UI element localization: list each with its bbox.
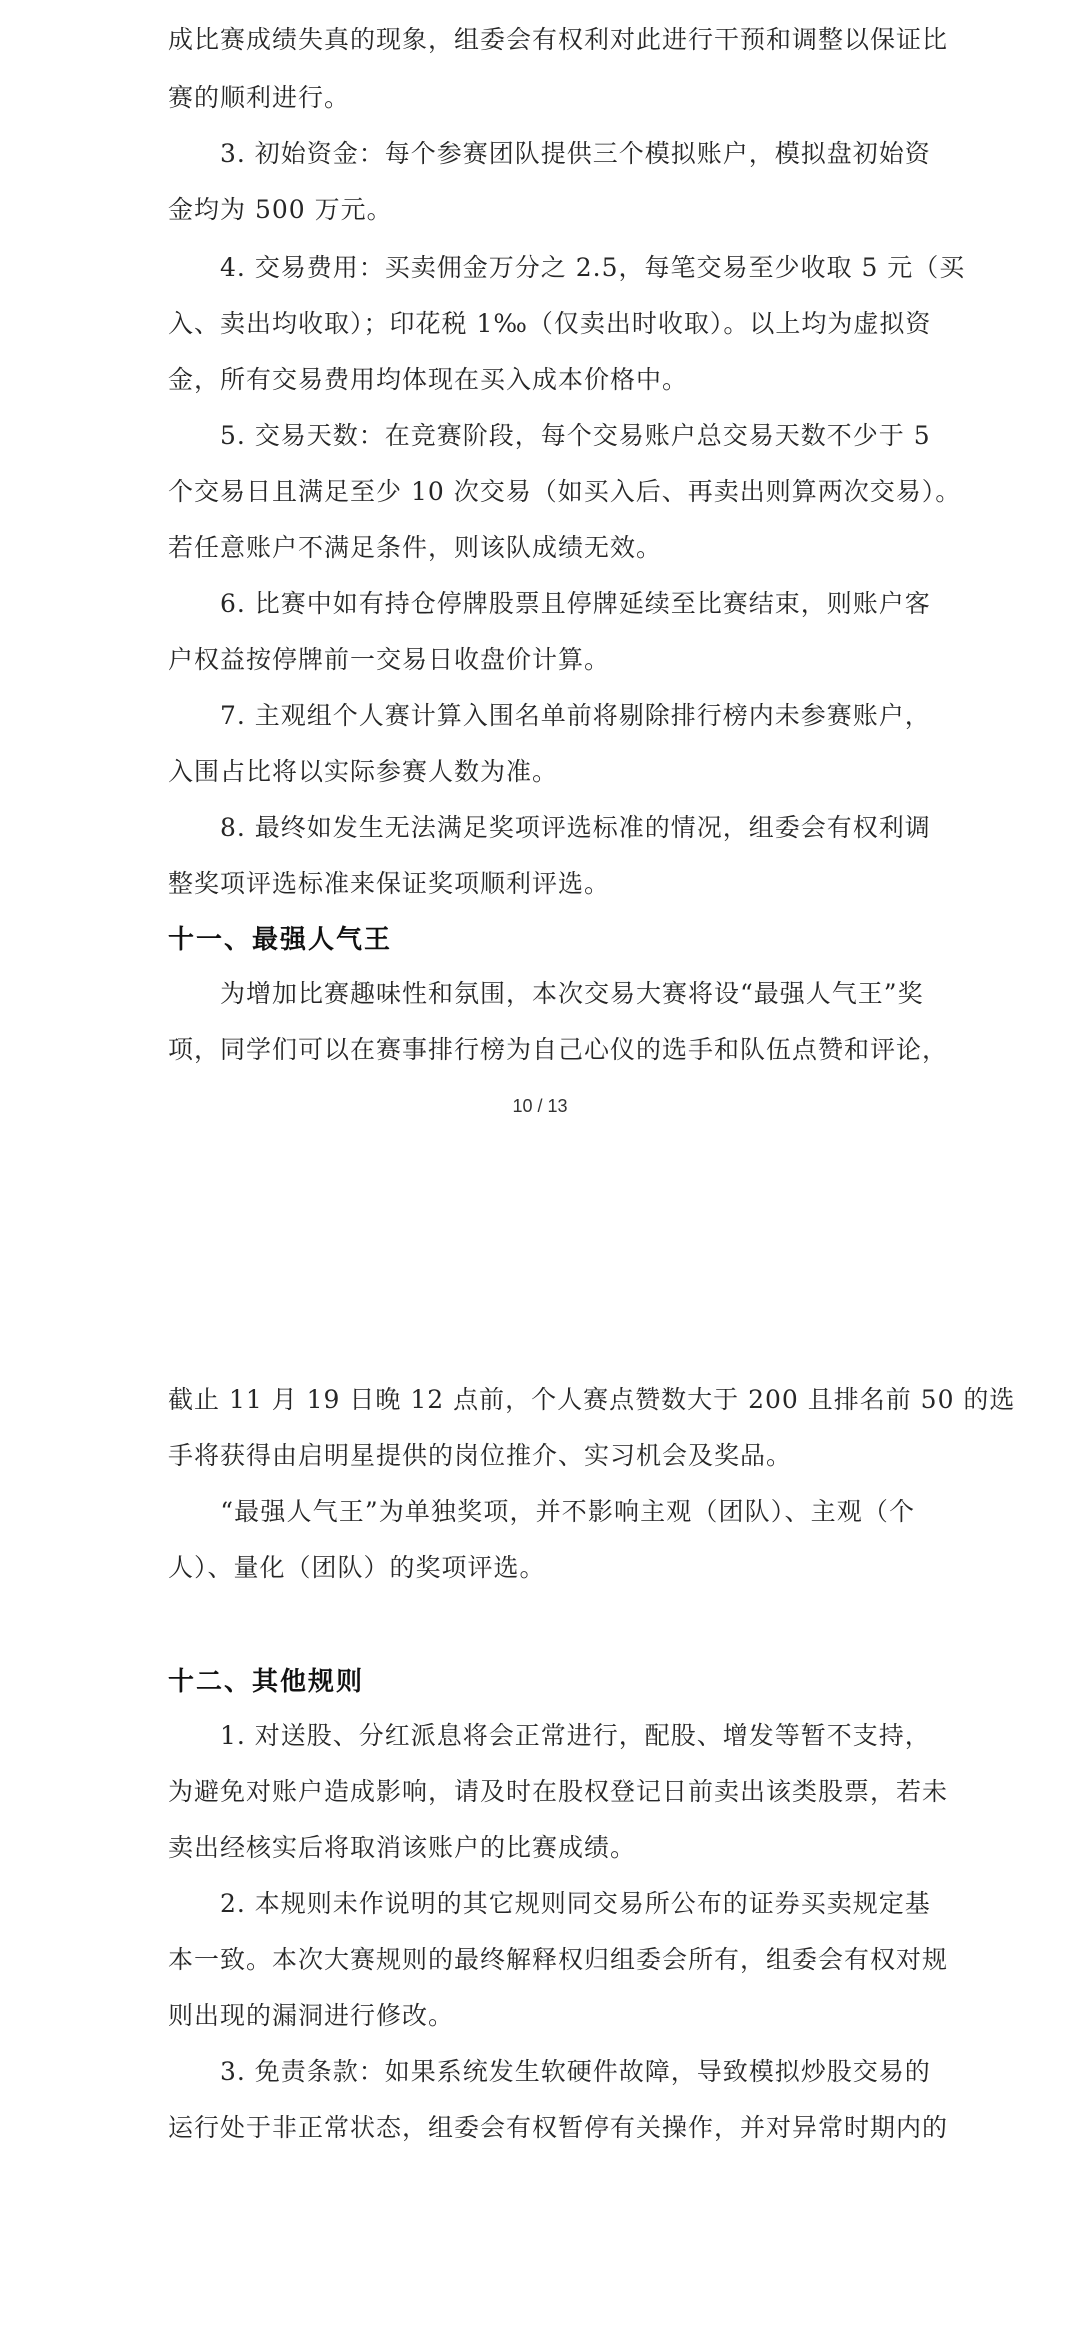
paragraph-line: 卖出经核实后将取消该账户的比赛成绩。 bbox=[168, 1833, 637, 1862]
paragraph-line: 个交易日且满足至少 10 次交易（如买入后、再卖出则算两次交易）。 bbox=[168, 477, 962, 506]
paragraph-line: 入围占比将以实际参赛人数为准。 bbox=[168, 757, 559, 786]
paragraph-line: 人）、量化（团队）的奖项评选。 bbox=[168, 1553, 546, 1582]
paragraph-line: 则出现的漏洞进行修改。 bbox=[168, 2001, 455, 2030]
paragraph-line: 3. 初始资金：每个参赛团队提供三个模拟账户，模拟盘初始资 bbox=[168, 139, 931, 168]
paragraph-line: 成比赛成绩失真的现象，组委会有权利对此进行干预和调整以保证比 bbox=[168, 25, 949, 54]
section-heading-12: 十二、其他规则 bbox=[168, 1667, 365, 1697]
paragraph-line: “最强人气王”为单独奖项，并不影响主观（团队）、主观（个 bbox=[168, 1497, 915, 1526]
paragraph-line: 截止 11 月 19 日晚 12 点前，个人赛点赞数大于 200 且排名前 50 的选 bbox=[168, 1385, 1016, 1414]
paragraph-line: 若任意账户不满足条件，则该队成绩无效。 bbox=[168, 533, 663, 562]
paragraph-line: 7. 主观组个人赛计算入围名单前将剔除排行榜内未参赛账户， bbox=[168, 701, 931, 730]
paragraph-line: 手将获得由启明星提供的岗位推介、实习机会及奖品。 bbox=[168, 1441, 793, 1470]
paragraph-line: 3. 免责条款：如果系统发生软硬件故障，导致模拟炒股交易的 bbox=[168, 2057, 931, 2086]
paragraph-line: 项，同学们可以在赛事排行榜为自己心仪的选手和队伍点赞和评论， bbox=[168, 1035, 949, 1064]
paragraph-line: 金，所有交易费用均体现在买入成本价格中。 bbox=[168, 365, 689, 394]
paragraph-line: 金均为 500 万元。 bbox=[168, 195, 393, 224]
paragraph-line: 整奖项评选标准来保证奖项顺利评选。 bbox=[168, 869, 611, 898]
paragraph-line: 赛的顺利进行。 bbox=[168, 83, 351, 112]
paragraph-line: 运行处于非正常状态，组委会有权暂停有关操作，并对异常时期内的 bbox=[168, 2113, 949, 2142]
paragraph-line: 6. 比赛中如有持仓停牌股票且停牌延续至比赛结束，则账户客 bbox=[168, 589, 931, 618]
paragraph-line: 8. 最终如发生无法满足奖项评选标准的情况，组委会有权利调 bbox=[168, 813, 931, 842]
page-number: 10 / 13 bbox=[512, 1096, 568, 1116]
paragraph-line: 入、卖出均收取）；印花税 1‰（仅卖出时收取）。以上均为虚拟资 bbox=[168, 309, 932, 338]
paragraph-line: 2. 本规则未作说明的其它规则同交易所公布的证券买卖规定基 bbox=[168, 1889, 931, 1918]
paragraph-line: 本一致。本次大赛规则的最终解释权归组委会所有，组委会有权对规 bbox=[168, 1945, 949, 1974]
paragraph-line: 4. 交易费用：买卖佣金万分之 2.5，每笔交易至少收取 5 元（买 bbox=[168, 253, 966, 282]
section-heading-11: 十一、最强人气王 bbox=[168, 925, 393, 955]
paragraph-line: 1. 对送股、分红派息将会正常进行，配股、增发等暂不支持， bbox=[168, 1721, 931, 1750]
paragraph-line: 5. 交易天数：在竞赛阶段，每个交易账户总交易天数不少于 5 bbox=[168, 421, 931, 450]
paragraph-line: 户权益按停牌前一交易日收盘价计算。 bbox=[168, 645, 611, 674]
paragraph-line: 为增加比赛趣味性和氛围，本次交易大赛将设“最强人气王”奖 bbox=[168, 979, 924, 1008]
paragraph-line: 为避免对账户造成影响，请及时在股权登记日前卖出该类股票，若未 bbox=[168, 1777, 949, 1806]
